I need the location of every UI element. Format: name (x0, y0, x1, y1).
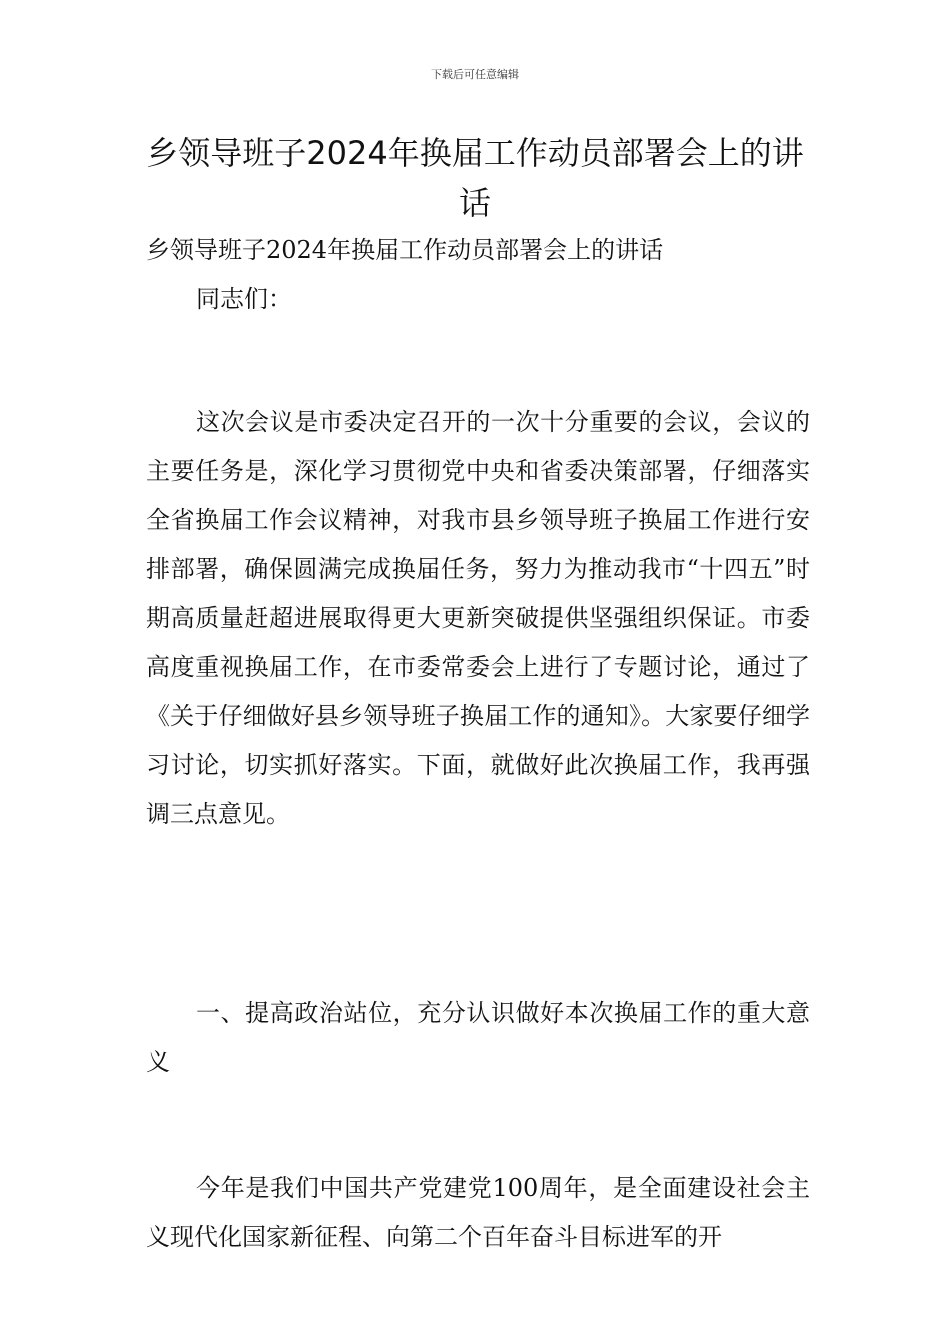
paragraph-intro: 这次会议是市委决定召开的一次十分重要的会议，会议的主要任务是，深化学习贯彻党中央和省委决策部署，仔细落实全省换届工作会议精神，对我市县乡领导班子换届工作进行安排部署，确保圆满完成换届任务，努力为推动我市“十四五”时期高质量赶超进展取得更大更新突破提供坚强组织保证。市委高度重视换届工作，在市委常委会上进行了专题讨论，通过了《关于仔细做好县乡领导班子换届工作的通知》。大家要仔细学习讨论，切实抓好落实。下面，就做好此次换届工作，我再强调三点意见。 (146, 408, 810, 828)
spacer (146, 324, 810, 398)
paragraph-section-1: 今年是我们中国共产党建党100周年，是全面建设社会主义现代化国家新征程、向第二个百年奋斗目标进军的开 (146, 1174, 810, 1251)
spacer (146, 1087, 810, 1164)
section-heading-1: 一、提高政治站位，充分认识做好本次换届工作的重大意义 (146, 999, 810, 1076)
salutation: 同志们： (196, 285, 292, 313)
document-title: 乡领导班子2024年换届工作动员部署会上的讲话 (146, 134, 804, 222)
spacer (146, 839, 810, 989)
page-header-note: 下载后可任意编辑 (431, 68, 519, 81)
document-body (146, 226, 810, 1262)
document-subtitle: 乡领导班子2024年换届工作动员部署会上的讲话 (146, 236, 664, 264)
